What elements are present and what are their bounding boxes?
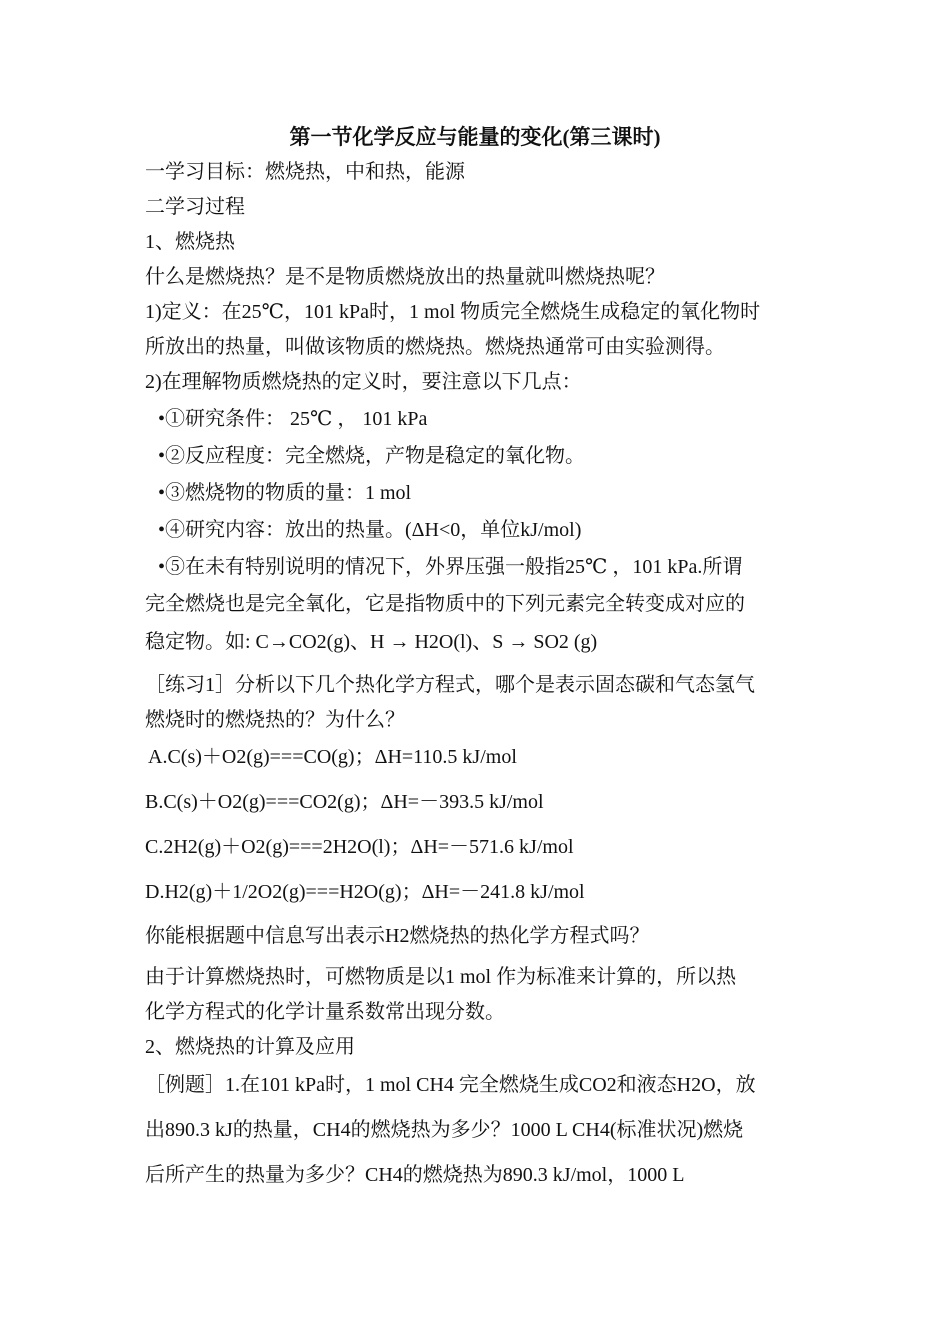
text-line: 燃烧时的燃烧热的？为什么？	[145, 709, 405, 731]
text-line: 1)定义：在25℃，101 kPa时，1 mol 物质完全燃烧生成稳定的氧化物时	[145, 301, 761, 323]
option-c: C.2H2(g)＋O2(g)===2H2O(l)；ΔH=－571.6 kJ/mol	[145, 836, 574, 858]
text-line: 2)在理解物质燃烧热的定义时，要注意以下几点：	[145, 371, 582, 393]
text-line: 化学方程式的化学计量系数常出现分数。	[145, 1001, 505, 1023]
bullet-item: •②反应程度：完全燃烧，产物是稳定的氧化物。	[158, 445, 586, 467]
text-line: ［例题］1.在101 kPa时，1 mol CH4 完全燃烧生成CO2和液态H2O，放	[145, 1074, 756, 1096]
text-line: 由于计算燃烧热时，可燃物质是以1 mol 作为标准来计算的，所以热	[145, 966, 737, 988]
text-line: 什么是燃烧热？是不是物质燃烧放出的热量就叫燃烧热呢？	[145, 266, 665, 288]
option-a: A.C(s)＋O2(g)===CO(g)；ΔH=110.5 kJ/mol	[148, 746, 517, 768]
text-line: 稳定物。如: C→CO2(g)、H → H2O(l)、S → SO2 (g)	[145, 631, 598, 653]
section-heading: 2、燃烧热的计算及应用	[145, 1036, 355, 1058]
text-line: 出890.3 kJ的热量，CH4的燃烧热为多少？1000 L CH4(标准状况)燃烧	[145, 1119, 744, 1141]
page-title: 第一节化学反应与能量的变化(第三课时)	[289, 125, 661, 149]
text-line: 一学习目标：燃烧热，中和热，能源	[145, 161, 465, 183]
text-line: ［练习1］分析以下几个热化学方程式，哪个是表示固态碳和气态氢气	[145, 674, 755, 696]
bullet-item: •⑤在未有特别说明的情况下，外界压强一般指25℃ ，101 kPa.所谓	[158, 556, 743, 578]
text-line: 你能根据题中信息写出表示H2燃烧热的热化学方程式吗？	[145, 925, 650, 947]
text-line: 后所产生的热量为多少？CH4的燃烧热为890.3 kJ/mol，1000 L	[145, 1164, 685, 1186]
bullet-item: •①研究条件： 25℃ ， 101 kPa	[158, 408, 428, 430]
option-b: B.C(s)＋O2(g)===CO2(g)；ΔH=－393.5 kJ/mol	[145, 791, 544, 813]
bullet-item: •③燃烧物的物质的量：1 mol	[158, 482, 412, 504]
text-line: 完全燃烧也是完全氧化，它是指物质中的下列元素完全转变成对应的	[145, 593, 745, 615]
text-line: 二学习过程	[145, 196, 245, 218]
section-heading: 1、燃烧热	[145, 231, 235, 253]
bullet-item: •④研究内容：放出的热量。(ΔH<0，单位kJ/mol)	[158, 519, 582, 541]
option-d: D.H2(g)＋1/2O2(g)===H2O(g)；ΔH=－241.8 kJ/mol	[145, 881, 585, 903]
text-line: 所放出的热量，叫做该物质的燃烧热。燃烧热通常可由实验测得。	[145, 336, 725, 358]
